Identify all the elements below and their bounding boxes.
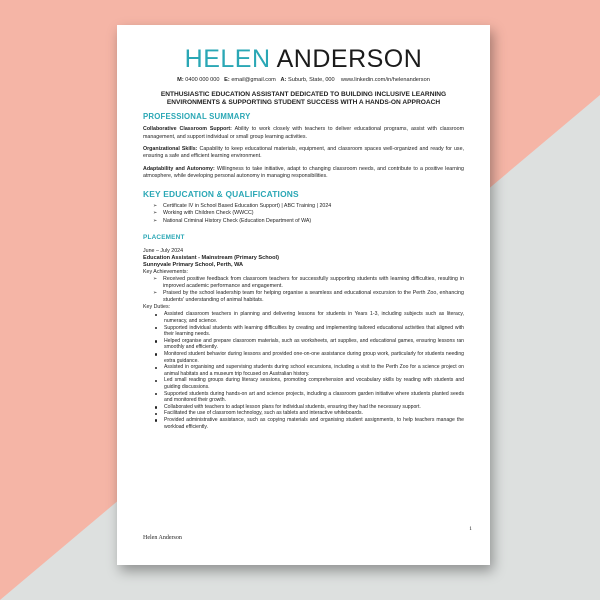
job-title: Education Assistant - Mainstream (Primary School) xyxy=(143,255,279,262)
headline: ENTHUSIASTIC EDUCATION ASSISTANT DEDICATED TO BUILDING INCLUSIVE LEARNING ENVIRONMENTS & SUPPORTING STUDENT SUCCESS WITH A HANDS-ON APPROACH xyxy=(160,91,447,106)
email-value: email@gmail.com xyxy=(231,77,276,83)
job-organisation: Sunnyvale Primary School, Perth, WA xyxy=(143,262,244,269)
list-item: Supported individual students with learning difficulties by creating and implementing tailored educational activities that aligned with their learning needs. xyxy=(155,325,464,338)
summary-paragraph xyxy=(143,166,464,181)
list-item: Assisted in organising and supervising students during school excursions, including a visit to the Perth Zoo for a science project on animal habitats and a museum trip focused on Australian history. xyxy=(155,364,464,377)
footer-name: Helen Anderson xyxy=(143,535,182,541)
list-item: Facilitated the use of classroom technology, such as tablets and interactive whiteboards. xyxy=(155,410,464,417)
list-item: ➢ National Criminal History Check (Education Department of WA) xyxy=(153,218,464,226)
job-dates: June – July 2024 xyxy=(143,248,184,255)
list-item: ➢ Received positive feedback from classroom teachers for successfully supporting students with learning difficulties, resulting in improved academic performance and engagement. xyxy=(153,276,464,290)
resume-page xyxy=(117,25,490,565)
education-title: KEY EDUCATION & QUALIFICATIONS xyxy=(143,188,299,199)
list-item: ➢ Certificate IV in School Based Education Support) | ABC Training | 2024 xyxy=(153,203,464,211)
mobile-label: M: xyxy=(177,77,184,83)
list-item: ➢ Praised by the school leadership team for helping organise a seamless and educational excursion to the Perth Zoo, enhancing students' understanding of animal habitats. xyxy=(153,290,464,304)
placement-title: PLACEMENT xyxy=(143,234,185,242)
summary-text: Capability to keep educational materials, equipment, and classroom spaces well-organized and ready for use, ensuring a safe and efficient learning environment. xyxy=(143,146,464,160)
first-name: HELEN xyxy=(184,45,271,73)
summary-paragraph xyxy=(143,126,464,141)
summary-label: Adaptability and Autonomy: xyxy=(143,165,215,172)
contact-line xyxy=(143,77,464,83)
address-value: Suburb, State, 000 xyxy=(288,77,335,83)
list-item: Assisted classroom teachers in planning and delivering lessons for students in Years 1-3, including subjects such as literacy, numeracy, and science. xyxy=(155,311,464,324)
summary-paragraph xyxy=(143,146,464,161)
address-label: A: xyxy=(280,77,287,83)
list-item: Provided administrative assistance, such as copying materials and organising student assignments, to help teachers manage the workload efficiently. xyxy=(155,417,464,430)
mobile-value: 0400 000 000 xyxy=(185,77,220,83)
summary-label: Collaborative Classroom Support: xyxy=(143,126,232,133)
last-name: ANDERSON xyxy=(276,45,423,73)
list-item: Helped organise and prepare classroom materials, such as worksheets, art supplies, and educational games, ensuring lessons ran smoothly and efficiently. xyxy=(155,338,464,351)
list-item: ➢ Working with Children Check (WWCC) xyxy=(153,210,464,218)
email-label: E: xyxy=(224,77,230,83)
achievements-list xyxy=(143,276,464,304)
list-item: Monitored student behavior during lessons and provided one-on-one assistance during group work, particularly for students needing extra guidance. xyxy=(155,351,464,364)
resume-name xyxy=(143,45,464,73)
linkedin-link: www.linkedin.com/in/helenanderson xyxy=(340,77,430,83)
summary-title: PROFESSIONAL SUMMARY xyxy=(143,112,251,122)
duties-label: Key Duties: xyxy=(143,304,171,311)
achievements-label: Key Achievements: xyxy=(143,269,189,276)
duties-list xyxy=(143,311,464,430)
list-item: Supported students during hands-on art and science projects, including a classroom garden initiative where students planted seeds and monitored their growth. xyxy=(155,391,464,404)
education-list xyxy=(143,203,464,226)
summary-text: Willingness to take initiative, adapt to changing classroom needs, and contribute to a positive learning atmosphere, while developing personal autonomy in managing responsibilities. xyxy=(143,165,464,180)
page-number: 1 xyxy=(469,526,472,532)
list-item: Led small reading groups during literacy sessions, promoting comprehension and vocabulary skills by reading with students and guiding discussions. xyxy=(155,377,464,390)
summary-text: Ability to work closely with teachers to deliver educational programs, assist with classroom management, and support individual or small group learning activities. xyxy=(143,126,464,140)
list-item: Collaborated with teachers to adapt lesson plans for individual students, ensuring they had the necessary support. xyxy=(155,404,464,411)
summary-label: Organizational Skills: xyxy=(143,146,198,152)
